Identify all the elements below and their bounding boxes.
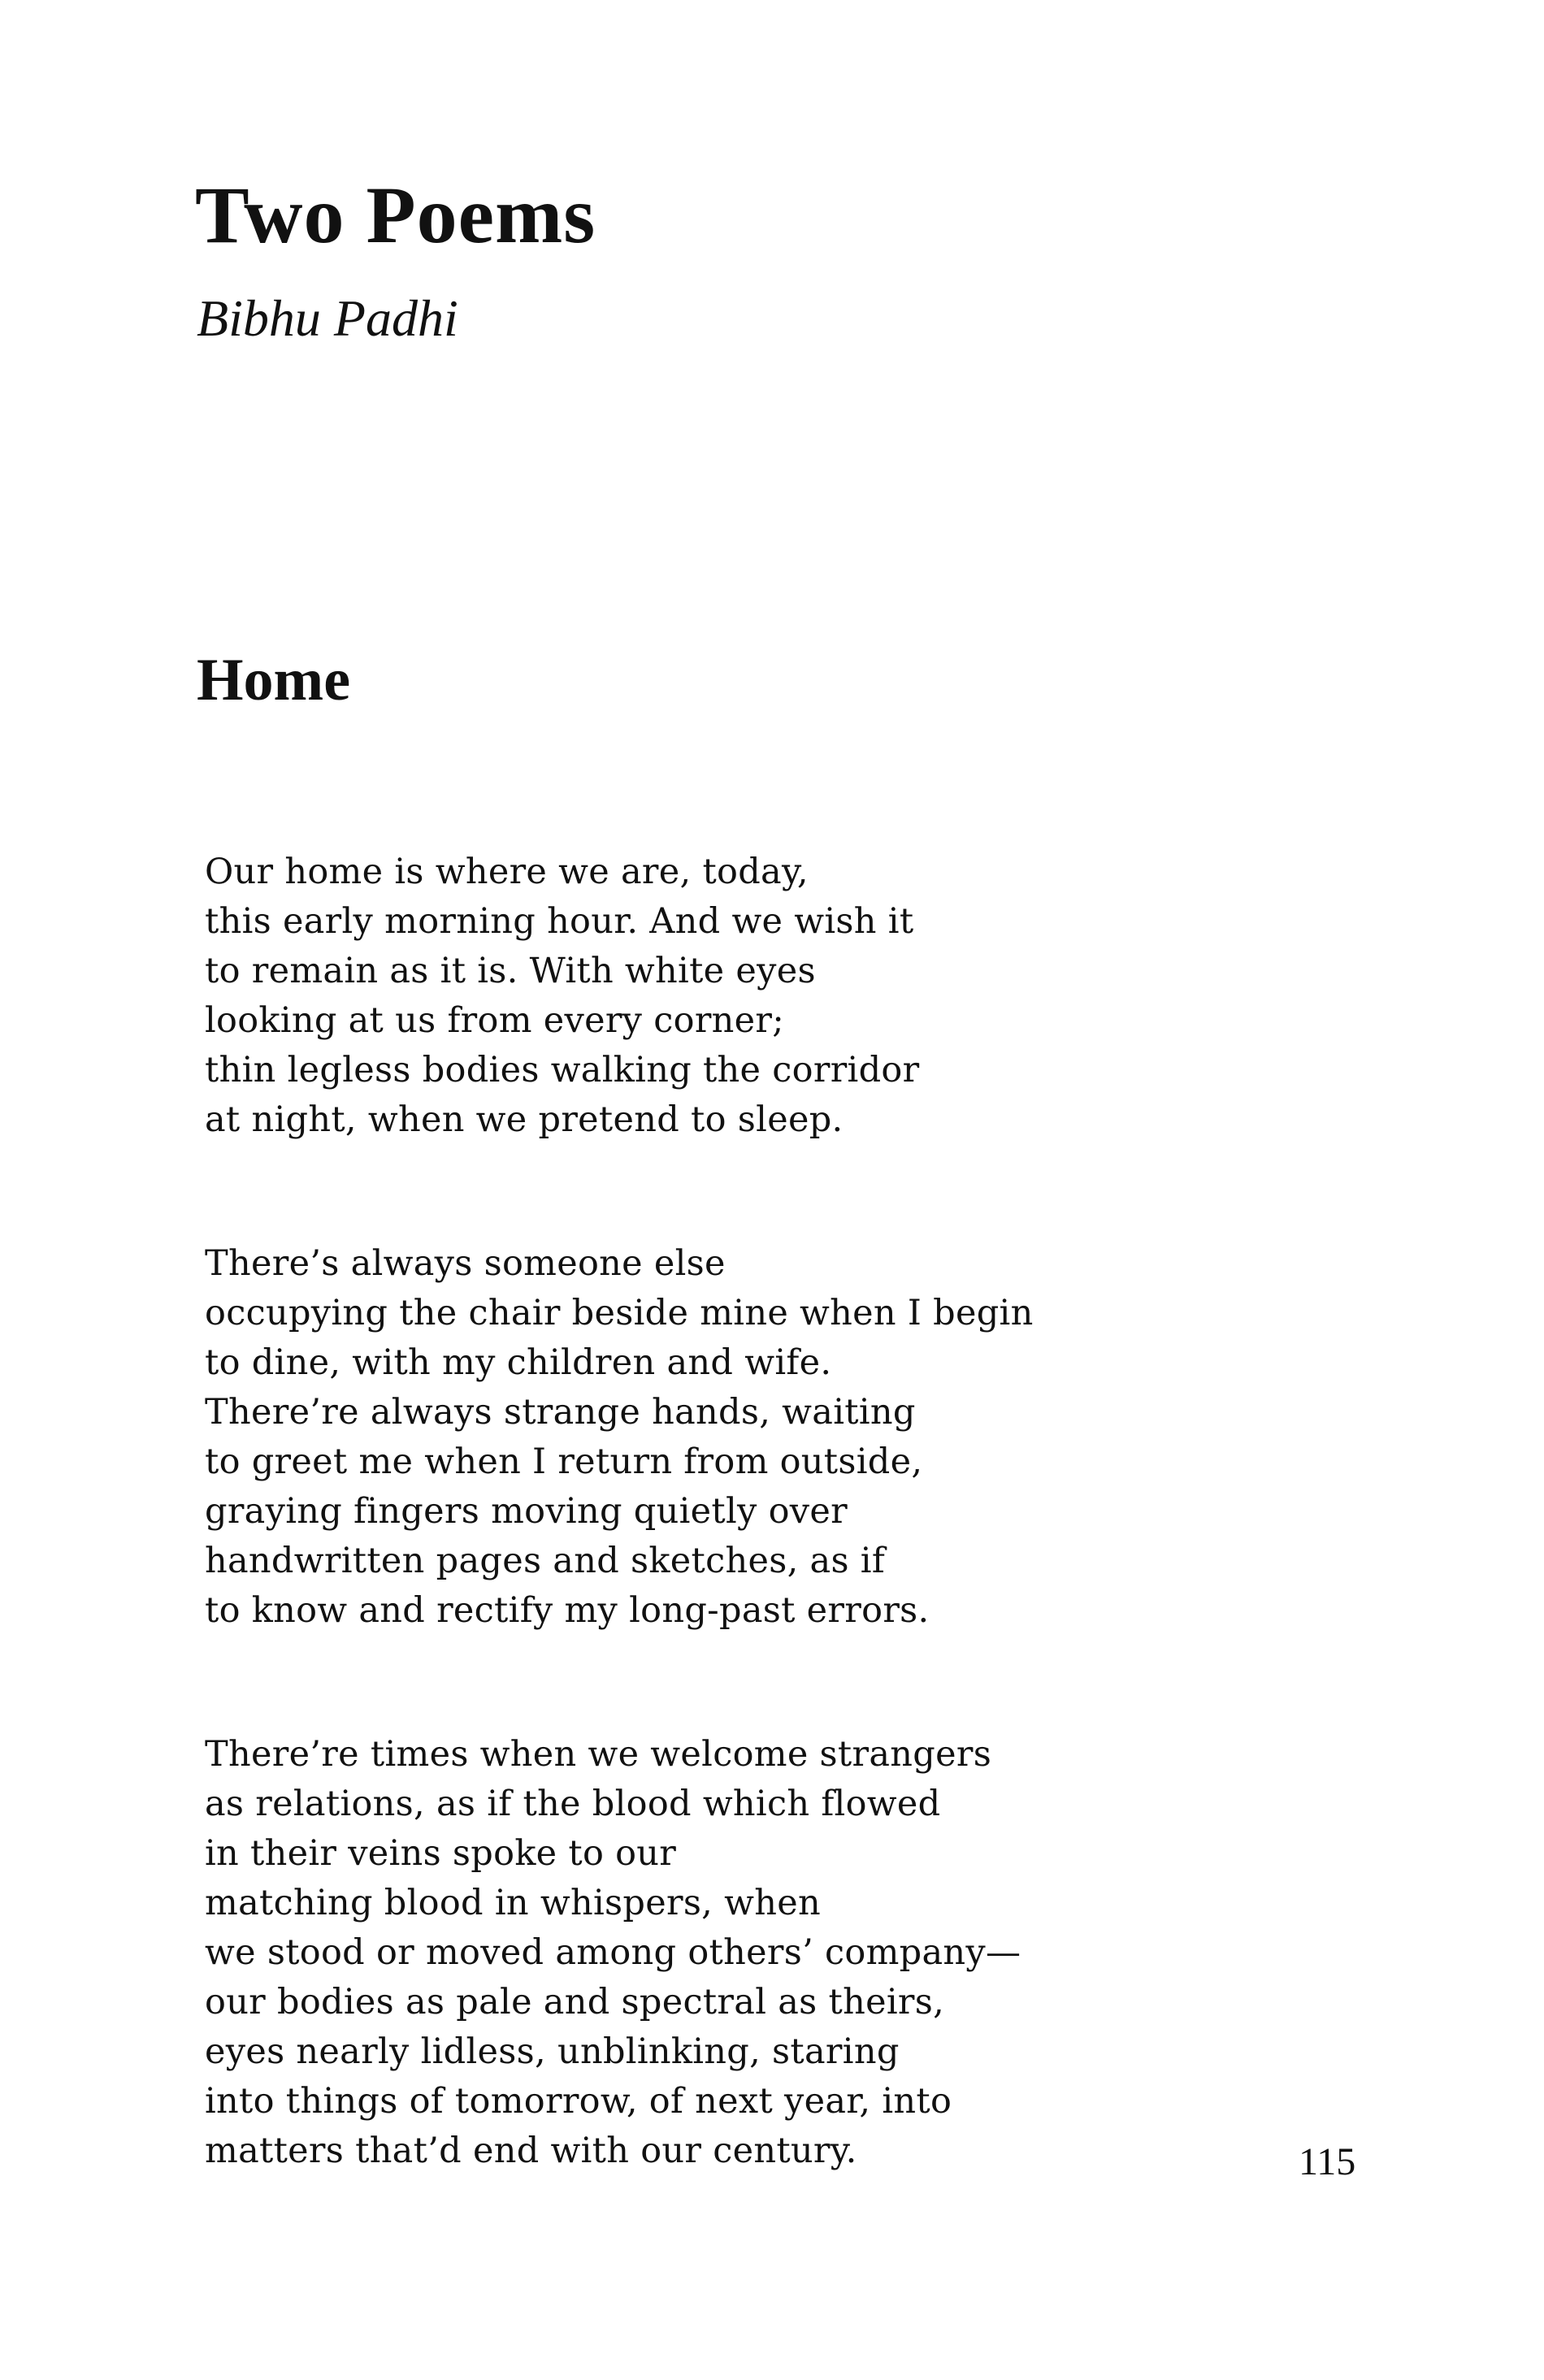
poem-line: at night, when we pretend to sleep. [205, 1099, 844, 1140]
poem-line: There’re times when we welcome strangers [205, 1734, 992, 1775]
poem-line: to dine, with my children and wife. [205, 1342, 832, 1383]
stanza-2 [205, 1239, 1034, 1636]
poem-line: to greet me when I return from outside, [205, 1441, 923, 1482]
poem-line: as relations, as if the blood which flowed [205, 1784, 941, 1824]
author-name: Bibhu Padhi [197, 289, 458, 347]
stanza-1 [205, 848, 1034, 1145]
poem-line: our bodies as pale and spectral as theirs, [205, 1982, 945, 2022]
document-title: Two Poems [195, 170, 596, 260]
poem-line: to remain as it is. With white eyes [205, 951, 816, 991]
poem-line: matching blood in whispers, when [205, 1883, 821, 1923]
page-number: 115 [1299, 2140, 1356, 2183]
stanza-3 [205, 1730, 1034, 2176]
poem-line: looking at us from every corner; [205, 1000, 785, 1041]
poem-line: matters that’d end with our century. [205, 2131, 857, 2171]
poem-line: graying fingers moving quietly over [205, 1491, 848, 1532]
poem-line: thin legless bodies walking the corridor [205, 1050, 920, 1090]
poem-line: There’s always someone else [205, 1243, 726, 1284]
poem-line: There’re always strange hands, waiting [205, 1392, 916, 1433]
poem-line: handwritten pages and sketches, as if [205, 1541, 886, 1581]
poem-line: to know and rectify my long-past errors. [205, 1590, 930, 1631]
poem-line: into things of tomorrow, of next year, into [205, 2081, 952, 2122]
poem-line: this early morning hour. And we wish it [205, 901, 914, 942]
poem-body [205, 848, 1034, 2176]
poem-line: Our home is where we are, today, [205, 852, 809, 892]
poem-line: we stood or moved among others’ company— [205, 1932, 1021, 1973]
poem-line: in their veins spoke to our [205, 1833, 677, 1874]
poem-title: Home [197, 647, 351, 713]
poem-line: eyes nearly lidless, unblinking, staring [205, 2031, 900, 2072]
poem-line: occupying the chair beside mine when I begin [205, 1293, 1034, 1333]
